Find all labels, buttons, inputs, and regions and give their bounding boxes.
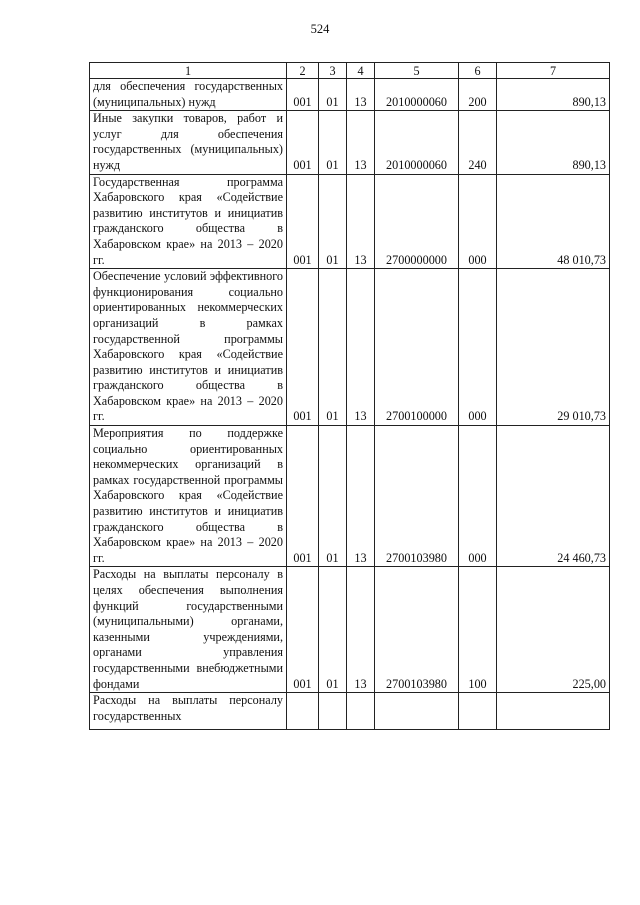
table-row bbox=[90, 693, 610, 730]
section-code: 01 bbox=[319, 174, 347, 269]
column-header: 5 bbox=[375, 63, 459, 79]
expense-type-code: 000 bbox=[459, 269, 497, 426]
budget-table bbox=[89, 62, 610, 730]
target-article-code: 2700103980 bbox=[375, 426, 459, 567]
expense-name: для обеспечения государственных (муниципальных) нужд bbox=[90, 79, 287, 111]
table-row bbox=[90, 79, 610, 111]
target-article-code: 2700100000 bbox=[375, 269, 459, 426]
table-row bbox=[90, 426, 610, 567]
amount: 225,00 bbox=[497, 567, 610, 693]
amount: 890,13 bbox=[497, 79, 610, 111]
section-code: 01 bbox=[319, 79, 347, 111]
table-row bbox=[90, 111, 610, 174]
subsection-code: 13 bbox=[347, 269, 375, 426]
expense-type-code: 000 bbox=[459, 174, 497, 269]
expense-name: Мероприятия по поддержке социально ориентированных некоммерческих организаций в рамках государственной программы Хабаровского края «Содействие развитию институтов и инициатив гражданского общества в Хабаровском крае» на 2013 – 2020 гг. bbox=[90, 426, 287, 567]
section-code bbox=[319, 693, 347, 730]
section-code: 01 bbox=[319, 111, 347, 174]
table-row bbox=[90, 269, 610, 426]
expense-type-code: 200 bbox=[459, 79, 497, 111]
subsection-code: 13 bbox=[347, 79, 375, 111]
section-code: 01 bbox=[319, 269, 347, 426]
target-article-code: 2700103980 bbox=[375, 567, 459, 693]
target-article-code bbox=[375, 693, 459, 730]
expense-name: Расходы на выплаты персоналу в целях обеспечения выполнения функций государственными (муниципальными) органами, казенными учреждениями, органами управления государственными внебюджетными фондами bbox=[90, 567, 287, 693]
expense-name: Обеспечение условий эффективного функционирования социально ориентированных некоммерческих организаций в рамках государственной программы Хабаровского края «Содействие развитию институтов и инициатив гражданского общества в Хабаровском крае» на 2013 – 2020 гг. bbox=[90, 269, 287, 426]
expense-type-code: 100 bbox=[459, 567, 497, 693]
section-code: 01 bbox=[319, 426, 347, 567]
expense-type-code: 240 bbox=[459, 111, 497, 174]
target-article-code: 2010000060 bbox=[375, 111, 459, 174]
subsection-code: 13 bbox=[347, 567, 375, 693]
column-header: 1 bbox=[90, 63, 287, 79]
page-number: 524 bbox=[310, 22, 330, 36]
ministry-code: 001 bbox=[287, 269, 319, 426]
amount bbox=[497, 693, 610, 730]
amount: 24 460,73 bbox=[497, 426, 610, 567]
amount: 890,13 bbox=[497, 111, 610, 174]
column-header: 6 bbox=[459, 63, 497, 79]
header-row bbox=[90, 63, 610, 79]
ministry-code bbox=[287, 693, 319, 730]
ministry-code: 001 bbox=[287, 111, 319, 174]
expense-type-code bbox=[459, 693, 497, 730]
subsection-code: 13 bbox=[347, 174, 375, 269]
table-row bbox=[90, 567, 610, 693]
ministry-code: 001 bbox=[287, 567, 319, 693]
section-code: 01 bbox=[319, 567, 347, 693]
column-header: 2 bbox=[287, 63, 319, 79]
expense-name: Расходы на выплаты персоналу государственных bbox=[90, 693, 287, 730]
expense-name: Иные закупки товаров, работ и услуг для обеспечения государственных (муниципальных) нужд bbox=[90, 111, 287, 174]
table-row bbox=[90, 174, 610, 269]
target-article-code: 2700000000 bbox=[375, 174, 459, 269]
subsection-code bbox=[347, 693, 375, 730]
amount: 29 010,73 bbox=[497, 269, 610, 426]
expense-type-code: 000 bbox=[459, 426, 497, 567]
ministry-code: 001 bbox=[287, 426, 319, 567]
column-header: 7 bbox=[497, 63, 610, 79]
ministry-code: 001 bbox=[287, 174, 319, 269]
amount: 48 010,73 bbox=[497, 174, 610, 269]
expense-name: Государственная программа Хабаровского края «Содействие развитию институтов и инициатив гражданского общества в Хабаровском крае» на 2013 – 2020 гг. bbox=[90, 174, 287, 269]
column-header: 4 bbox=[347, 63, 375, 79]
subsection-code: 13 bbox=[347, 426, 375, 567]
subsection-code: 13 bbox=[347, 111, 375, 174]
target-article-code: 2010000060 bbox=[375, 79, 459, 111]
ministry-code: 001 bbox=[287, 79, 319, 111]
column-header: 3 bbox=[319, 63, 347, 79]
